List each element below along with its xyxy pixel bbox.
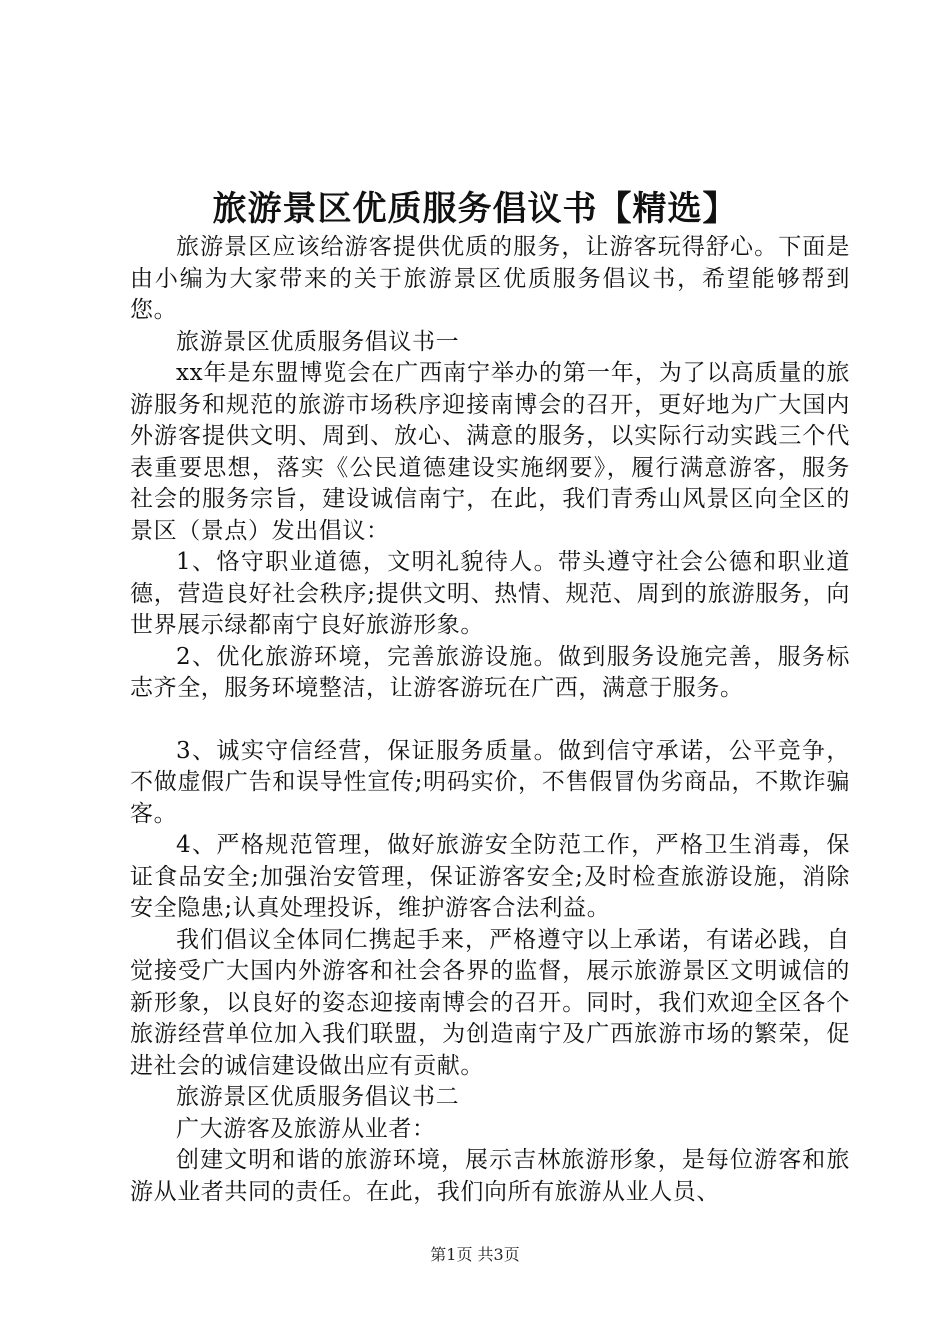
- paragraph-item-4: 4、严格规范管理，做好旅游安全防范工作，严格卫生消毒，保证食品安全;加强治安管理，保证游客安全;及时检查旅游设施，消除安全隐患;认真处理投诉，维护游客合法利益。: [130, 832, 850, 921]
- paragraph-background: xx年是东盟博览会在广西南宁举办的第一年，为了以高质量的旅游服务和规范的旅游市场秩序迎接南博会的召开，更好地为广大国内外游客提供文明、周到、放心、满意的服务，以实际行动实践三个代表重要思想，落实《公民道德建设实施纲要》，履行满意游客，服务社会的服务宗旨，建设诚信南宁，在此，我们青秀山风景区向全区的景区（景点）发出倡议：: [130, 360, 850, 544]
- paragraph-section-two-start: 创建文明和谐的旅游环境，展示吉林旅游形象，是每位游客和旅游从业者共同的责任。在此，我们向所有旅游从业人员、: [130, 1147, 850, 1205]
- paragraph-item-1: 1、恪守职业道德，文明礼貌待人。带头遵守社会公德和职业道德，营造良好社会秩序;提供文明、热情、规范、周到的旅游服务，向世界展示绿都南宁良好旅游形象。: [130, 549, 850, 638]
- paragraph-salutation: 广大游客及旅游从业者：: [176, 1115, 436, 1142]
- paragraph-item-3: 3、诚实守信经营，保证服务质量。做到信守承诺，公平竞争，不做虚假广告和误导性宣传;明码实价，不售假冒伪劣商品，不欺诈骗客。: [130, 737, 850, 827]
- paragraph-item-2: 2、优化旅游环境，完善旅游设施。做到服务设施完善，服务标志齐全，服务环境整洁，让游客游玩在广西，满意于服务。: [130, 643, 850, 701]
- section-heading-two: 旅游景区优质服务倡议书二: [176, 1084, 460, 1110]
- document-title: 旅游景区优质服务倡议书【精选】: [212, 189, 738, 229]
- section-heading-one: 旅游景区优质服务倡议书一: [176, 328, 460, 355]
- document-body: [130, 232, 850, 1208]
- paragraph-intro: 旅游景区应该给游客提供优质的服务，让游客玩得舒心。下面是由小编为大家带来的关于旅游景区优质服务倡议书，希望能够帮到您。: [130, 234, 850, 323]
- page-footer: 第1页 共3页: [430, 1245, 520, 1264]
- paragraph-appeal: 我们倡议全体同仁携起手来，严格遵守以上承诺，有诺必践，自觉接受广大国内外游客和社会各界的监督，展示旅游景区文明诚信的新形象，以良好的姿态迎接南博会的召开。同时，我们欢迎全区各个旅游经营单位加入我们联盟，为创造南宁及广西旅游市场的繁荣，促进社会的诚信建设做出应有贡献。: [130, 926, 850, 1079]
